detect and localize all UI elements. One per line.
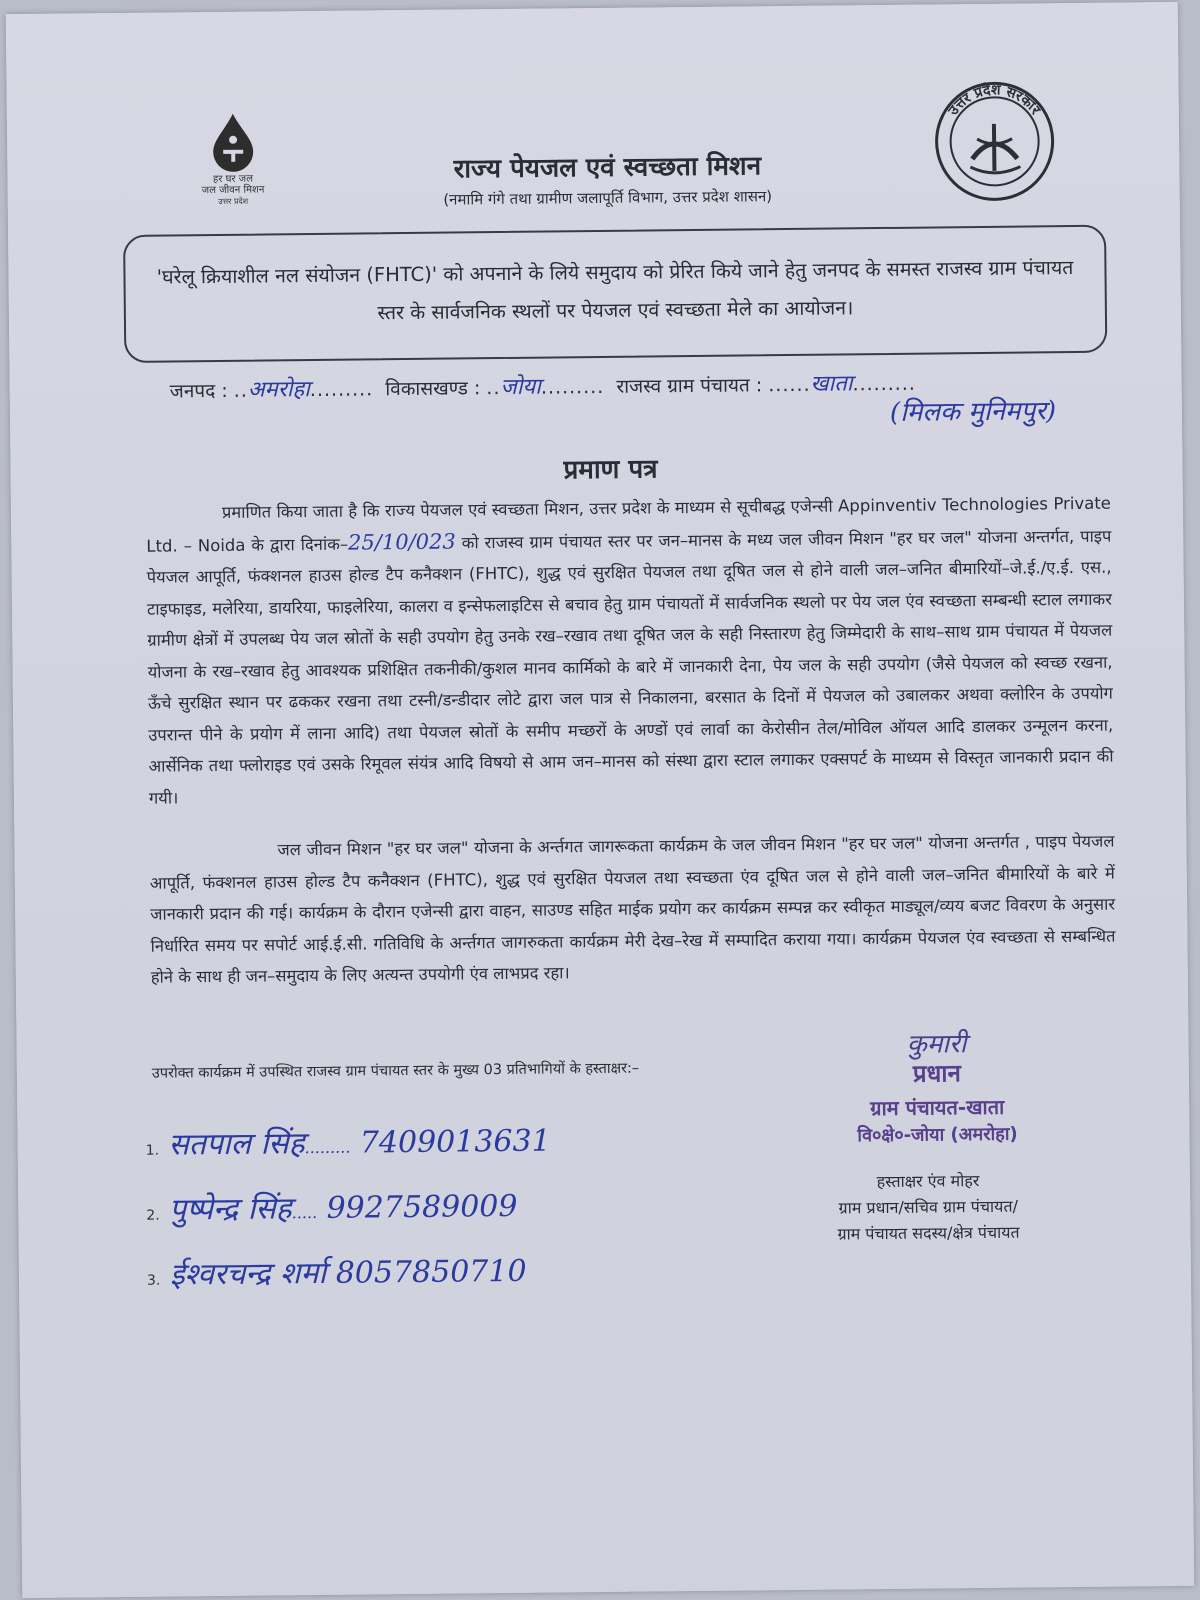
banner-text: 'घरेलू क्रियाशील नल संयोजन (FHTC)' को अपनाने के लिये समुदाय को प्रेरित किये जाने हेतु जनपद के समस्त राजस्व ग्राम पंचायत स्तर के सार्वजनिक स्थलों पर पेयजल एवं स्वच्छता मेले का आयोजन। <box>156 256 1074 325</box>
participant-signature-2: 2. पुष्पेन्द्र सिंह..... 9927589009 <box>146 1188 518 1228</box>
event-banner <box>123 225 1107 363</box>
district-value: अमरोहा <box>247 377 310 403</box>
certificate-heading: प्रमाण पत्र <box>563 454 658 486</box>
water-drop-icon <box>204 112 261 175</box>
participant-number: 3. <box>146 1272 161 1289</box>
up-government-seal <box>931 78 1057 204</box>
para1-after-date: को राजस्व ग्राम पंचायत स्तर पर जन–मानस के मध्य जल जीवन मिशन "हर घर जल" योजना अन्तर्गत, पाइप पेयजल आपूर्ति, फंक्शनल हाउस होल्ड टैप कनैक्शन (FHTC), शुद्ध एवं सुरक्षित पेयजल तथा दूषित जल से होने वाली जल–जनित बीमारियों–जे.ई./ए.ई. एस., टाइफाइड, मलेरिया, डायरिया, फाइलेरिया, कालरा व इन्सेफलाइटिस से बचाव हेतु ग्राम पंचायतों में सार्वजनिक स्थलो पर पेय जल एंव स्वच्छता सम्बन्धी स्टाल लगाकर ग्रामीण क्षेत्रों में उपलब्ध पेय जल स्रोतों के सही उपयोग हेतु उनके रख–रखाव तथा दूषित जल के सही निस्तारण हेतु जिम्मेदारी के साथ–साथ ग्राम पंचायत में पेयजल योजना के रख–रखाव हेतु आवश्यक प्रशिक्षित तकनीकी/कुशल मानव कार्मिको के बारे में जानकारी देना, पेय जल के सही उपयोग (जैसे पेयजल को स्वच्छ रखना, ऊँचे सुरक्षित स्थान पर ढककर रखना तथा टस्नी/डन्डीदार लोटे द्वारा जल पात्र से निकालना, बरसात के दिनों में पेयजल को उबालकर अथवा क्लोरिन के उपयोग उपरान्त पीने के प्रयोग में लाना आदि) तथा पेयजल स्रोतों के समीप मच्छरों के अण्डों एवं लार्वा का केरोसीन तेल/मोविल ऑयल आदि डालकर उन्मूलन करना, आर्सेनिक तथा फ्लोराइड एवं उसके रिमूवल संयंत्र आदि विषयो से आम जन–मानस को संस्था द्वारा स्टाल लगाकर एक्सपर्ट के माध्यम से विस्तृत जानकारी प्रदान की गयी। <box>146 526 1114 808</box>
stamp-line-1: प्रधान <box>912 1059 961 1088</box>
sign-label-line-3: ग्राम पंचायत सदस्य/क्षेत्र पंचायत <box>837 1222 1020 1244</box>
sign-label-line-2: ग्राम प्रधान/सचिव ग्राम पंचायत/ <box>838 1196 1019 1218</box>
certificate-page <box>6 2 1195 1598</box>
participant-number: 1. <box>145 1142 160 1159</box>
panchayat-extra-value: (मिलक मुनिमपुर) <box>889 396 1057 428</box>
participant-phone: 7409013631 <box>359 1123 551 1161</box>
location-fields: जनपद : ..अमरोहा......... विकासखण्ड : ..जोया......... राजस्व ग्राम पंचायत : ......खाता......... <box>169 371 916 403</box>
stamp-line-2: ग्राम पंचायत-खाता <box>870 1094 1005 1121</box>
sign-label-line-1: हस्ताक्षर एंव मोहर <box>876 1171 980 1192</box>
panchayat-label: राजस्व ग्राम पंचायत : <box>616 374 763 398</box>
participant-number: 2. <box>146 1207 160 1224</box>
district-label: जनपद : <box>169 379 228 403</box>
page-title: राज्य पेयजल एवं स्वच्छता मिशन <box>453 151 762 185</box>
stamp-line-3: वि०क्षे०-जोया (अमरोहा) <box>857 1123 1018 1147</box>
seal-text: उत्तर प्रदेश सरकार <box>945 82 1044 119</box>
signature-label <box>778 1167 1079 1248</box>
participants-note: उपरोक्त कार्यक्रम में उपस्थित राजस्व ग्राम पंचायत स्तर के मुख्य 03 प्रतिभागियों के हस्ताक्षर:– <box>151 1060 640 1082</box>
panchayat-value: खाता <box>810 371 853 397</box>
pradhan-stamp <box>806 1023 1067 1148</box>
participant-phone: 9927589009 <box>326 1188 518 1226</box>
para1-before-date: प्रमाणित किया जाता है कि राज्य पेयजल एवं स्वच्छता मिशन, उत्तर प्रदेश के माध्यम से सूचीबद्ध एजेन्सी Appinventiv Technologies Private Ltd. – Noida के द्वारा दिनांक– <box>146 493 1112 556</box>
participant-name: सतपाल सिंह <box>168 1126 305 1163</box>
participant-name: ईश्वरचन्द्र शर्मा <box>169 1255 327 1293</box>
logo-text-1: हर घर जल <box>212 173 254 186</box>
participant-phone: 8057850710 <box>335 1253 527 1291</box>
svg-text:उत्तर प्रदेश सरकार <box>945 81 1045 120</box>
page-subtitle: (नमामि गंगे तथा ग्रामीण जलापूर्ति विभाग, उत्तर प्रदेश शासन) <box>443 187 773 209</box>
pradhan-signature: कुमारी <box>906 1029 967 1060</box>
participant-signature-3 <box>147 1249 527 1294</box>
block-label: विकासखण्ड : <box>385 377 481 401</box>
logo-text-3: उत्तर प्रदेश <box>218 196 249 206</box>
seal-emblem-icon <box>931 78 1057 204</box>
event-date: 25/10/023 <box>347 528 456 555</box>
har-ghar-jal-logo <box>185 111 281 222</box>
block-value: जोया <box>500 374 542 401</box>
logo-text-2: जल जीवन मिशन <box>201 184 265 197</box>
participant-signature-1: 1. सतपाल सिंह......... 7409013631 <box>145 1123 551 1163</box>
certificate-paragraph-1 <box>146 488 1114 814</box>
certificate-paragraph-2: जल जीवन मिशन "हर घर जल" योजना के अर्न्तगत जागरूकता कार्यक्रम के जल जीवन मिशन "हर घर जल" योजना अन्तर्गत , पाइप पेयजल आपूर्ति, फंक्शनल हाउस होल्ड टैप कनैक्शन (FHTC), शुद्ध एवं सुरक्षित पेयजल तथा स्वच्छता एंव दूषित जल से होने वाली जल–जनित बीमारियों के बारे में जानकारी प्रदान की गई। कार्यक्रम के दौरान एजेन्सी द्वारा वाहन, साउण्ड सहित माईक प्रयोग कर कार्यक्रम सम्पन्न कर स्वीकृत माड्यूल/व्यय बजट विवरण के अनुसार निर्धारित समय पर सपोर्ट आई.ई.सी. गतिविधि के अर्न्तगत जागरुकता कार्यक्रम मेरी देख–रेख में सम्पादित कराया गया। कार्यक्रम पेयजल एंव स्वच्छता से सम्बन्धित होने के साथ ही जन–समुदाय के लिए अत्यन्त उपयोगी एंव लाभप्रद रहा। <box>149 831 1116 987</box>
participant-name: पुष्पेन्द्र सिंह <box>168 1191 292 1228</box>
